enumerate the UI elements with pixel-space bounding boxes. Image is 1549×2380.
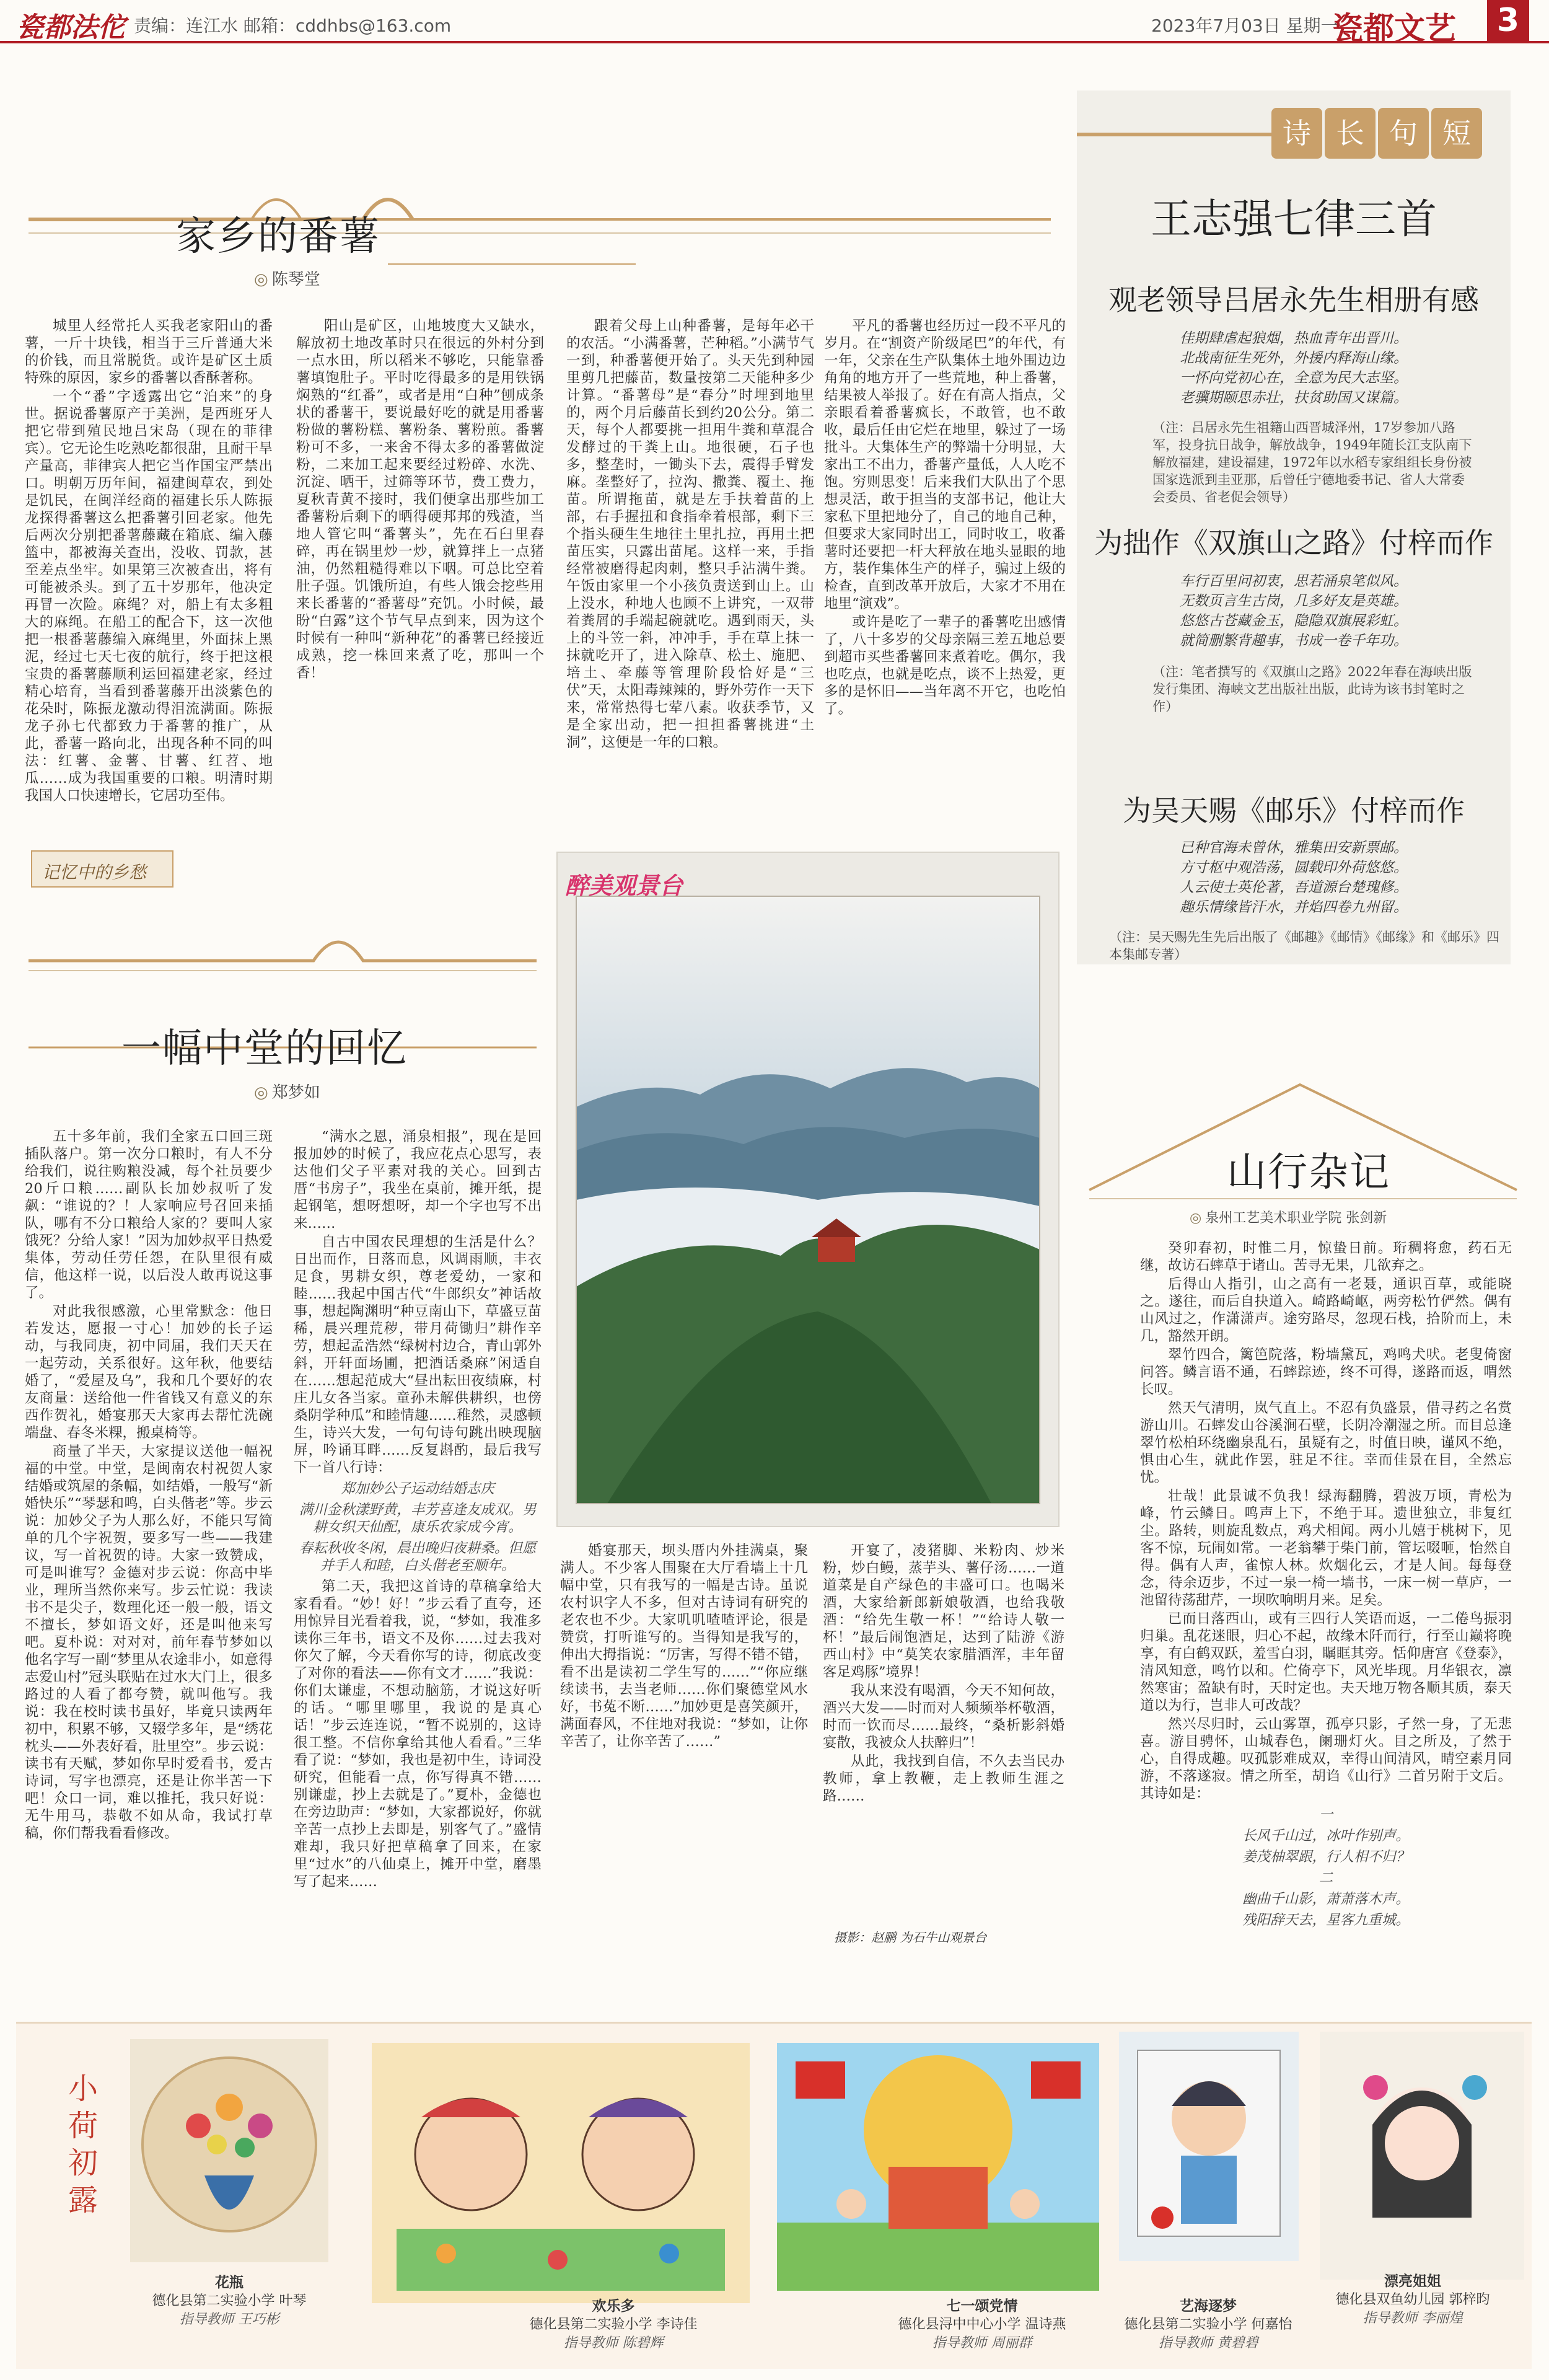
paragraph: 第二天，我把这首诗的草稿拿给大家看看。“妙！好！”步云看了直夸，还用惊异目光看着我，说，“梦如，我准多读你三年书，语文不及你……过去我对你欠了解，今天看你写的诗，彻底改变了对你的看法——你有文才……”我说：你们太谦虚，不想动脑筋，才说这好听的话。“哪里哪里，我说的是真心话！”步云连连说，“暂不说别的，这诗很工整。不信你拿给其他人看看。”三华看了说：“梦如，我也是初中生，诗词没研究，但能看一点，你写得真不错……别谦虚，抄上去就是了。”夏朴，金德也在旁边助声：“梦如，大家都说好，你就辛苦一点抄上去即是，别客气了。”盛情难却，我只好把草稿拿了回来，在家里“过水”的八仙桌上，摊开中堂，磨墨写了起来…… [294, 1579, 542, 1890]
author-name: 郑梦如 [271, 1083, 320, 1102]
artwork-teacher: 指导教师 王巧彬 [179, 2312, 279, 2327]
paragraph: 婚宴那天，坝头厝内外挂满桌，聚满人。不少客人围聚在大厅看墙上十几幅中堂，只有我写的一幅是古诗。虽说农村识字人不多，但对古诗词有研究的老农也不少。大家叽叽喳喳评论，很是赞赏，打听谁写的。当得知是我写的，伸出大拇指说：“厉害，写得不错不错，看不出是读初二学生写的……”“你应继续读书，去当老师……你们聚德堂风水好，书菟不断……”加妙更是喜笑颜开，满面春风，不住地对我说：“梦如，让你辛苦了，让你辛苦了……” [560, 1543, 808, 1750]
poetry-main-title: 王志强七律三首 [1151, 195, 1437, 243]
paragraph: 然兴尽归时，云山雾罩，孤亭只影，孑然一身，了无悲喜。游目骋怀，山城春色，阑珊灯火。目之所及，了然于心，自得成趣。叹孤影难成双，幸得山间清风，晴空素月同游，不落遂寂。情之所至，胡诌《山行》二首另附于文后。其诗如是： [1140, 1716, 1512, 1802]
artwork-caption [483, 2297, 744, 2353]
paragraph: 五十多年前，我们全家五口回三斑插队落户。第一次分口粮时，有人不分给我们，说往购粮没减，每个社员要少20斤口粮……副队长加妙叔听了发飙：“谁说的？！人家响应号召回来插队，哪有不分口粮给人家的？要叫人家饿死？分给人家！”因为加妙叔平日热爱集体，劳动任劳任怨，在队里很有威信，他这样一说，以后没人敢再说这事了。 [25, 1129, 273, 1301]
article-body-col-3 [566, 317, 814, 832]
paragraph: 或许是吃了一辈子的番薯吃出感情了，八十多岁的父母亲隔三差五地总要到超市买些番薯回来煮着吃。偶尔，我也吃点，也就是吃点，谈不上热爱，更多的是怀旧——当年离不开它，也吃怕了。 [824, 614, 1066, 717]
column-tag [31, 850, 173, 888]
scenic-photo [556, 852, 1060, 1527]
poem-line: 长风千山过，冰叶作别声。 [1242, 1828, 1410, 1844]
article-body-col-4 [824, 317, 1066, 832]
article-title: 山行杂记 [1227, 1150, 1390, 1196]
page-header [0, 0, 1549, 46]
poem-line: 姜茂柚翠跟，行人相不归？ [1242, 1849, 1410, 1865]
artwork-school: 德化县双鱼幼儿园 郭梓昀 [1335, 2292, 1490, 2307]
paragraph: 一个“番”字透露出它“泊来”的身世。据说番薯原产于美洲，是西班牙人把它带到殖民地吕宋岛（现在的菲律宾）。它无论生吃熟吃都很甜，且耐干旱产量高，菲律宾人把它当作国宝严禁出口。明朝万历年间，福建闽草农，到处是饥民，在闽洋经商的福建长乐人陈振龙探得番薯这么把番薯引回老家。他先后两次分别把番薯藤藏在箱底、编入藤篮中，都被海关查出，没收、罚款，甚至差点坐牢。如果第三次被查出，将有可能被杀头。到了五十岁那年，他决定再冒一次险。麻绳？对，船上有太多粗大的麻绳。在船工的配合下，这一次他把一根番薯藤编入麻绳里，外面抹上黑泥，经过七天七夜的航行，终于把这根宝贵的番薯藤顺利运回福建老家，经过精心培育，当看到番薯藤开出淡紫色的花朵时，陈振龙激动得泪流满面。陈振龙子孙七代都致力于番薯的推广，从此，番薯一路向北，出现各种不同的叫法：红薯、金薯、甘薯、红苕、地瓜……成为我国重要的口粮。明清时期我国人口快速增长，它居功至伟。 [25, 389, 273, 804]
poem-line: 方寸枢中观浩荡，圆载印外荷悠悠。 [1180, 860, 1408, 876]
paragraph: 翠竹四合，篱笆院落，粉墙黛瓦，鸡鸣犬吠。老叟倚窗问答。鳞言语不通，石蟀踪迹，终不可得，遂路而返，喟然长叹。 [1140, 1347, 1512, 1398]
article-body-col-1 [25, 1128, 273, 2008]
article-body-col-2 [294, 1128, 542, 2008]
article-title: 一幅中堂的回忆 [121, 1026, 408, 1072]
paragraph: 开宴了，凌猪脚、米粉肉、炒米粉，炒白鳗，蒸芋头、薯仔汤……一道道菜是自产绿色的丰盛可口。也喝米酒，大家给新郎新娘敬酒，也给我敬酒：“给先生敬一杯！”“给诗人敬一杯！”最后闹饱酒足，达到了陆游《游西山村》中“莫笑农家腊酒浑，丰年留客足鸡豚”境界！ [823, 1543, 1064, 1680]
gallery-tag: 小荷初露 [68, 2071, 98, 2218]
article-title: 家乡的番薯 [176, 214, 380, 260]
paragraph: 癸卯春初，时惟二月，惊蛰日前。珩稠将愈，药石无继，故访石蟀草于诸山。苦寻无果，几欲弃之。 [1140, 1240, 1512, 1274]
artwork-school: 德化县第二实验小学 何嘉怡 [1124, 2317, 1292, 2332]
artwork-title: 七一颂党情 [946, 2298, 1018, 2314]
poem-body [1077, 571, 1511, 651]
badge-char: 长 [1325, 108, 1376, 159]
paragraph: 已而日落西山，或有三四行人笑语而返，一二倦鸟振羽归巢。乱花迷眼，归心不起，故缘木阡而行，行至山巅将晚享，有白鹤双跃，羞雪白羽，瞩眶其旁。恬仰唐宫《登泰》，清风知意，鸣竹以和。伫倚亭下，风光毕现。月华银衣，凛然寒宙；盈缺有时，天时定也。夫天地万物各顺其质，泰天道以为行，岂非人可改哉？ [1140, 1611, 1512, 1714]
artwork-teacher: 指导教师 周丽群 [932, 2335, 1032, 2351]
paragraph: 然天气清明，岚气直上。不忍有负盛景，借寻药之名赏游山川。石蟀发山谷溪涧石壁，长阴冷潮湿之所。而目总逢翠竹松柏环绕幽泉乱石，虽疑有之，时值日映，谨风不绝，惧由心生，就此作罢，驻足不往。幸而佳景在目，全然忘忧。 [1140, 1400, 1512, 1486]
artwork-title: 漂亮姐姐 [1384, 2273, 1441, 2290]
artwork-party-day [777, 2043, 1099, 2291]
poem-note: （注：笔者撰写的《双旗山之路》2022年春在海峡出版发行集团、海峡文艺出版社出版，此诗为该书封笔时之作） [1152, 664, 1472, 714]
poem-line: 二 [1319, 1870, 1333, 1886]
article-body [1140, 1240, 1512, 1996]
paragraph: 我从来没有喝酒，今天不知何故，酒兴大发——时而对人频频举杯敬酒，时而一饮而尽……最终，“桑析影斜婚宴散，我被众人扶醉归”！ [823, 1683, 1064, 1751]
artwork-title: 艺海逐梦 [1180, 2298, 1237, 2314]
poem-title: 为吴天赐《邮乐》付梓而作 [1123, 794, 1465, 827]
paragraph: 对此我很感激，心里常默念：他日若发达，愿报一寸心！加妙的长子运动，与我同庚，初中同届，我们天天在一起劳动，关系很好。这年秋，他要结婚了，“爱屋及乌”，我和几个要好的农友商量：送给他一件省钱又有意义的东西作贺礼，婚宴那天大家再去帮忙洗碗端盘、春冬米粿，搬桌椅等。 [25, 1303, 273, 1441]
artwork-title: 花瓶 [215, 2275, 244, 2291]
poem-note: （注：吴天赐先生先后出版了《邮趣》《邮情》《邮缘》和《邮乐》四本集邮专著） [1109, 930, 1499, 962]
artwork-teacher: 指导教师 李丽煌 [1363, 2311, 1463, 2326]
poem-body [1077, 328, 1511, 408]
article-body-col-3 [560, 1542, 808, 2007]
article-byline: ◎ 泉州工艺美术职业学院 张剑新 [1190, 1210, 1387, 1226]
artwork-art-dream [1119, 2032, 1299, 2261]
badge-line [1077, 133, 1275, 136]
poem-line: 就简删繁背趣事，书成一卷千年功。 [1180, 633, 1408, 649]
article-byline: ◎ 郑梦如 [254, 1083, 320, 1102]
paragraph: 跟着父母上山种番薯，是每年必干的农活。“小满番薯，芒种稻。”小满节气一到，种番薯便开始了。头天先到种园里剪几把藤苗，数量按第二天能种多少计算。“番薯母”是“春分”时埋到地里的，两个月后藤苗长到约20公分。第二天，每个人都要挑一担用牛粪和草混合发酵过的干粪上山。地很硬，石子也多，整垄时，一锄头下去，震得手臂发麻。垄整好了，拉沟、撒粪、覆土、拖苗。所谓拖苗，就是左手扶着苗的上部，右手握扭和食指牵着根部，剩下三个指头硬生生地往土里扎拉，再用土把苗压实，只露出苗尾。这样一来，手指经常被磨得起肉刺，整只手沾满牛粪。午饭由家里一个小孩负责送到山上。山上没水，种地人也顾不上讲究，一双带着粪屑的手端起碗就吃。遇到雨天，头上的斗笠一斜，冲冲手，手在草上抹一抹就吃开了，进入除草、松土、施肥、培土、牵藤等管理阶段恰好是“三伏”天，太阳毒辣辣的，野外劳作一天下来，常常热得七荤八素。收获季节，又是全家出动，把一担担番薯挑进“土洞”，这便是一年的口粮。 [566, 318, 814, 751]
paragraph: 从此，我找到自信，不久去当民办教师，拿上教鞭，走上教师生涯之路…… [823, 1753, 1064, 1804]
mountain-landscape-image [558, 853, 1058, 1526]
artwork-teacher: 指导教师 黄碧碧 [1158, 2335, 1258, 2351]
poem-body [1077, 838, 1511, 917]
paragraph: 后得山人指引，山之高有一老聂，通识百草，或能晓之。遂往，而后自抉道入。崎路崎岖，两旁松竹俨然。偶有山风过之，作潇潇声。途穷路尽，忽现石栈，拾阶而上，未几，豁然开朗。 [1140, 1276, 1512, 1344]
poem-title: 观老领导吕居永先生相册有感 [1108, 283, 1479, 317]
paragraph: 阳山是矿区，山地坡度大又缺水，解放初土地改革时只在很远的外村分到一点水田，所以稻米不够吃，只能靠番薯填饱肚子。平时吃得最多的是用铁锅焖熟的“红番”，或者是用“白种”刨成条状的番薯干，要说最好吃的就是用番薯粉做的薯粉糕、薯粉条、薯粉煎。番薯粉可不多，一来舍不得太多的番薯做淀粉，二来加工起来要经过粉碎、水洗、沉淀、晒干，过筛等环节，费工费力，夏秋青黄不接时，我们便拿出那些加工番薯粉后剩下的晒得硬邦邦的残渣，当地人管它叫“番薯头”，先在石臼里舂碎，再在锅里炒一炒，就算拌上一点猪油，仍然粗糙得难以下咽。可总比空着肚子强。饥饿所迫，有些人饿会挖些用来长番薯的“番薯母”充饥。小时候，最盼“白露”这个节气早点到来，因为这个时候有一种叫“新种花”的番薯已经接近成熟，挖一株回来煮了吃，那叫一个香！ [296, 318, 544, 681]
poem-line: 已种官海未曾休，雅集田安新票邮。 [1180, 840, 1408, 856]
artwork-caption [124, 2273, 335, 2329]
photo-label: 醉美观景台 [565, 872, 683, 899]
paragraph: 平凡的番薯也经历过一段不平凡的岁月。在“割资产阶级尾巴”的年代，有一年，父亲在生产队集体土地外围边边角角的地方开了一些荒地，种上番薯，结果被人举报了。好在有高人指点，父亲眼看着番薯疯长，不敢管，也不敢收，最后任由它烂在地里，躲过了一场批斗。大集体生产的弊端十分明显，大家出工不出力，番薯产量低，人人吃不饱。穷则思变！后来我们大队出了个思想灵活，敢于担当的支部书记，他让大家私下里把地分了，自己的地自己种，但要求大家同时出工，同时收工，收番薯时还要把一杆大秤放在地头显眼的地方，装作集体生产的样子，骗过上级的检查，直到改革开放后，大家才不用在地里“演戏”。 [824, 318, 1066, 612]
poem-line: 幽曲千山影，萧萧落木声。 [1242, 1891, 1410, 1907]
masthead: 瓷都法佗 [16, 12, 125, 43]
poem-line: 一怀向党初心在，全意为民大志坚。 [1180, 370, 1408, 386]
poem-line: 车行百里问初衷，思若涌泉笔似风。 [1180, 573, 1408, 589]
artwork-caption [1307, 2272, 1518, 2328]
artwork-happiness [372, 2043, 750, 2303]
paragraph: 壮哉！此景诚不负我！绿海翻腾，碧波万顷，青松为峰，竹云鳞日。鸣声上下，不绝于耳。遗世独立，非复红尘。路转，则旋乱数点，鸡犬相闻。两小儿嬉于桃树下，见客不惊，玩闹如常。一老翁攀于柴门前，管坛啜咂，怡然自得。偶有人声，雀惊人林。炊烟化云，才是人间。每每登念，待余迈步，不过一泉一椅一墙书，一床一树一草庐，一池留待荡甜芹，一坝吹响明月来。足矣。 [1140, 1488, 1512, 1608]
author-name: 泉州工艺美术职业学院 张剑新 [1205, 1210, 1387, 1226]
poem-line: 悠悠古苍藏金玉，隐隐双旗展彩虹。 [1180, 613, 1408, 629]
artwork-caption [855, 2297, 1109, 2353]
poem-line: 无数页言生古岗，几多好友是英雄。 [1180, 593, 1408, 609]
poem-line: 残阳辞天去，星客九重城。 [1242, 1912, 1410, 1928]
poem-line: 春耘秋收冬闲，晨出晚归夜耕桑。但愿并手人和睦，白头偕老至顺年。 [299, 1540, 537, 1574]
poem-line: 老骥期颐思赤壮，扶贫助国又谋篇。 [1180, 390, 1408, 406]
page-number: 3 [1487, 0, 1529, 41]
poem-line: 人云使士英伦著，吾道源台楚瑰修。 [1180, 879, 1408, 896]
author-name: 陈琴堂 [271, 270, 320, 289]
badge-char: 诗 [1271, 108, 1322, 159]
poem-line: 满川金秋漾野黄，丰芳喜逢友成双。男耕女织天仙配，康乐农家成今宵。 [299, 1502, 537, 1535]
issue-date: 2023年7月03日 星期一 [1151, 15, 1338, 36]
column-badge [1271, 105, 1482, 165]
poem-line: 佳期肆虐起狼烟，热血青年出晋川。 [1180, 330, 1408, 346]
poem-title: 为拙作《双旗山之路》付梓而作 [1094, 526, 1493, 560]
article-body-col-1 [25, 317, 273, 832]
badge-char: 句 [1378, 108, 1429, 159]
artwork-pretty-sister [1320, 2032, 1524, 2280]
poem-title: 郑加妙公子运动结婚志庆 [341, 1481, 494, 1497]
artwork-school: 德化县浔中中心小学 温诗燕 [898, 2317, 1066, 2332]
poem-line: 北战南征生死外，外援内释海山缘。 [1180, 350, 1408, 366]
column-tag-label: 记忆中的乡愁 [42, 862, 147, 883]
artwork-teacher: 指导教师 陈碧辉 [563, 2335, 664, 2351]
title-ornament [16, 87, 1063, 273]
paragraph: 自古中国农民理想的生活是什么？日出而作，日落而息，风调雨顺，丰衣足食，男耕女织，尊老爱幼，一家和睦……我起中国古代“牛郎织女”神话故事，想起陶渊明“种豆南山下，草盛豆苗稀，晨兴理荒秽，带月荷锄归”耕作辛劳，想起孟浩然“绿树村边合，青山郭外斜，开轩面场圃，把酒话桑麻”闲适自在……想起范成大“昼出耘田夜绩麻，村庄儿女各当家。童孙未解供耕织，也傍桑阴学种瓜”和睦情趣……稚然，灵感顿生，诗兴大发，一句句诗句跳出映现脑屏，吟诵耳畔……反复斟酌，最后我写下一首八行诗： [294, 1234, 542, 1476]
artwork-caption [1103, 2297, 1314, 2353]
poem-line: 趣乐情缘皆汗水，并焰四卷九州留。 [1180, 899, 1408, 915]
badge-char: 短 [1431, 108, 1482, 159]
article-byline: ◎ 陈琴堂 [254, 270, 320, 289]
photo-caption: 摄影：赵鹏 为石牛山观景台 [834, 1930, 987, 1945]
poem-line: 一 [1319, 1807, 1333, 1823]
article-body-col-2 [296, 317, 544, 832]
poem-note: （注：吕居永先生祖籍山西晋城泽州，17岁参加八路军，投身抗日战争，解放战争，1949年随长江支队南下解放福建，建设福建，1972年以水稻专家组组长身份被国家选派到圭亚那，后曾任宁德地委书记、省人大常委会委员、省老促会领导） [1152, 420, 1472, 505]
artwork-vase [130, 2039, 328, 2262]
paragraph: “满水之恩，涌泉相报”，现在是回报加妙的时候了，我应花点心思写，表达他们父子平素对我的关心。回到古厝“书房子”，我坐在桌前，摊开纸，提起钢笔，想呀想呀，却一个字也写不出来…… [294, 1129, 542, 1232]
artwork-school: 德化县第二实验小学 李诗佳 [529, 2317, 698, 2332]
artwork-school: 德化县第二实验小学 叶琴 [152, 2293, 307, 2309]
section-title: 瓷都文艺 [1332, 11, 1456, 46]
artwork-title: 欢乐多 [592, 2298, 635, 2314]
paragraph: 商量了半天，大家提议送他一幅祝福的中堂。中堂，是闽南农村祝贺人家结婚或筑屋的条幅，如结婚，一般写“新婚快乐”“琴瑟和鸣，白头偕老”等。步云说：加妙父子为人那么好，不能只写简单的几个字祝贺，要多写一些——我建议，写一首祝贺的诗。大家一致赞成，可是叫谁写？金德对步云说：你高中毕业，理所当然你来写。步云忙说：我读书不是尖子，数理化还一般一般，语文不擅长，梦如语文好，还是叫他来写吧。夏朴说：对对对，前年春节梦如以他名字写一副“梦里从农途非小，如意得志爱山村”冠头联贴在过水大门上，很多路过的人看了都夸赞，就叫他写。我说：我在校时读书虽好，毕竟只读两年初中，积累不够，又辍学多年，是“绣花枕头——外表好看，肚里空”。步云说：读书有天赋，梦如你早时爱看书，爱古诗词，写字也漂亮，还是让你半苦一下吧！众口一词，难以推托，我只好说：无牛用马，恭敬不如从命，我试打草稿，你们帮我看看修改。 [25, 1443, 273, 1841]
editor-info: 责编：连江水 邮箱：cddhbs@163.com [134, 15, 452, 36]
paragraph: 城里人经常托人买我老家阳山的番薯，一斤十块钱，相当于三斤普通大米的价钱，而且常脱货。或许是矿区土质特殊的原因，家乡的番薯以香酥著称。 [25, 318, 273, 386]
